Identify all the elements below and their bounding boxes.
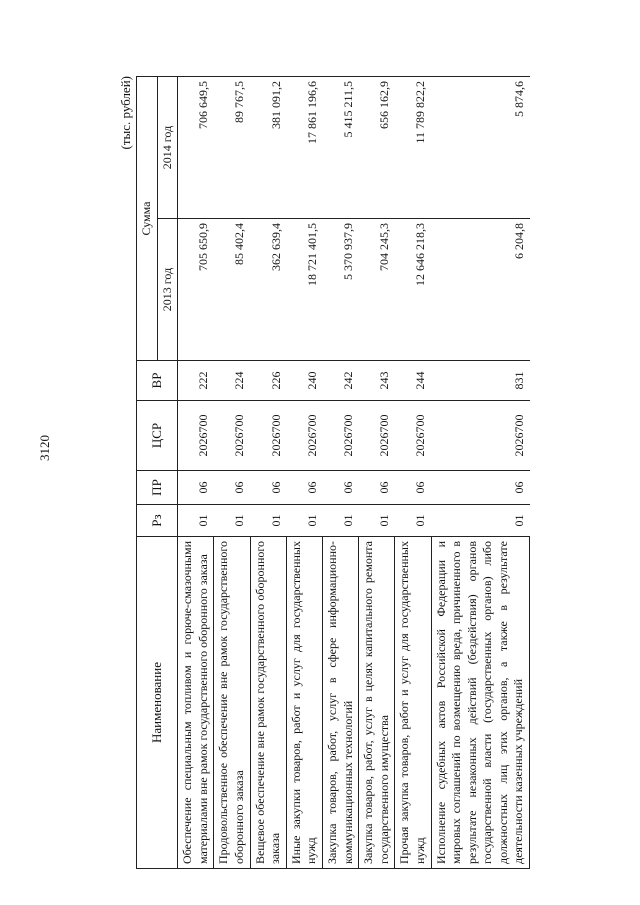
table-row <box>250 76 286 868</box>
table-row <box>178 76 214 868</box>
row-sum-2013: 705 650,9 <box>178 219 214 361</box>
row-rz: 01 <box>431 505 530 537</box>
row-pr: 06 <box>431 471 530 505</box>
row-csr: 2026700 <box>359 401 395 471</box>
table-row <box>431 76 530 868</box>
header-vr: ВР <box>137 361 178 401</box>
row-csr: 2026700 <box>395 401 431 471</box>
row-sum-2013: 85 402,4 <box>214 219 250 361</box>
table-row <box>359 76 395 868</box>
row-sum-2013: 6 204,8 <box>431 219 530 361</box>
header-year-2014: 2014 год <box>157 76 178 218</box>
row-sum-2013: 5 370 937,9 <box>322 219 358 361</box>
header-row-1 <box>137 76 158 868</box>
row-sum-2013: 12 646 218,3 <box>395 219 431 361</box>
row-sum-2014: 11 789 822,2 <box>395 76 431 218</box>
row-csr: 2026700 <box>214 401 250 471</box>
rotated-page-content <box>100 0 620 905</box>
row-pr: 06 <box>178 471 214 505</box>
row-sum-2013: 704 245,3 <box>359 219 395 361</box>
row-sum-2014: 706 649,5 <box>178 76 214 218</box>
row-pr: 06 <box>322 471 358 505</box>
table-row <box>395 76 431 868</box>
header-sum: Сумма <box>137 76 158 360</box>
row-name: Прочая закупка товаров, работ и услуг для государственных нужд <box>395 537 431 869</box>
row-name: Закупка товаров, работ, услуг в сфере информационно-коммуникационных технологий <box>322 537 358 869</box>
row-sum-2014: 656 162,9 <box>359 76 395 218</box>
row-rz: 01 <box>322 505 358 537</box>
row-csr: 2026700 <box>286 401 322 471</box>
header-year-2013: 2013 год <box>157 219 178 361</box>
row-name: Иные закупки товаров, работ и услуг для государственных нужд <box>286 537 322 869</box>
row-csr: 2026700 <box>431 401 530 471</box>
row-name: Исполнение судебных актов Российской Федерации и мировых соглашений по возмещению вреда, причиненного в результате незаконных действий (бездействия) органов государственной власти (государственных органов) либо должностных лиц этих органов, а также в результате деятельности казенных учреждений <box>431 537 530 869</box>
row-vr: 831 <box>431 361 530 401</box>
row-name: Вещевое обеспечение вне рамок государственного оборонного заказа <box>250 537 286 869</box>
header-pr: ПР <box>137 471 178 505</box>
row-rz: 01 <box>178 505 214 537</box>
row-name: Закупка товаров, работ, услуг в целях капитального ремонта государственного имущества <box>359 537 395 869</box>
row-vr: 226 <box>250 361 286 401</box>
table-row <box>322 76 358 868</box>
row-sum-2014: 89 767,5 <box>214 76 250 218</box>
row-name: Обеспечение специальным топливом и горюче-смазочными материалами вне рамок государственного оборонного заказа <box>178 537 214 869</box>
row-vr: 224 <box>214 361 250 401</box>
table-row <box>286 76 322 868</box>
row-rz: 01 <box>250 505 286 537</box>
table-row <box>214 76 250 868</box>
row-vr: 222 <box>178 361 214 401</box>
row-sum-2013: 18 721 401,5 <box>286 219 322 361</box>
budget-table <box>136 76 530 869</box>
header-csr: ЦСР <box>137 401 178 471</box>
row-sum-2014: 381 091,2 <box>250 76 286 218</box>
row-rz: 01 <box>395 505 431 537</box>
row-csr: 2026700 <box>250 401 286 471</box>
page-number: 3120 <box>37 435 52 461</box>
row-sum-2014: 17 861 196,6 <box>286 76 322 218</box>
row-pr: 06 <box>214 471 250 505</box>
row-vr: 240 <box>286 361 322 401</box>
row-sum-2013: 362 639,4 <box>250 219 286 361</box>
row-vr: 242 <box>322 361 358 401</box>
header-name: Наименование <box>137 537 178 869</box>
row-sum-2014: 5 415 211,5 <box>322 76 358 218</box>
row-pr: 06 <box>359 471 395 505</box>
row-csr: 2026700 <box>322 401 358 471</box>
header-rz: Рз <box>137 505 178 537</box>
row-pr: 06 <box>286 471 322 505</box>
row-name: Продовольственное обеспечение вне рамок государственного оборонного заказа <box>214 537 250 869</box>
row-pr: 06 <box>250 471 286 505</box>
row-vr: 244 <box>395 361 431 401</box>
row-vr: 243 <box>359 361 395 401</box>
row-pr: 06 <box>395 471 431 505</box>
row-sum-2014: 5 874,6 <box>431 76 530 218</box>
row-rz: 01 <box>214 505 250 537</box>
row-rz: 01 <box>359 505 395 537</box>
unit-note: (тыс. рублей) <box>118 76 133 150</box>
row-rz: 01 <box>286 505 322 537</box>
row-csr: 2026700 <box>178 401 214 471</box>
